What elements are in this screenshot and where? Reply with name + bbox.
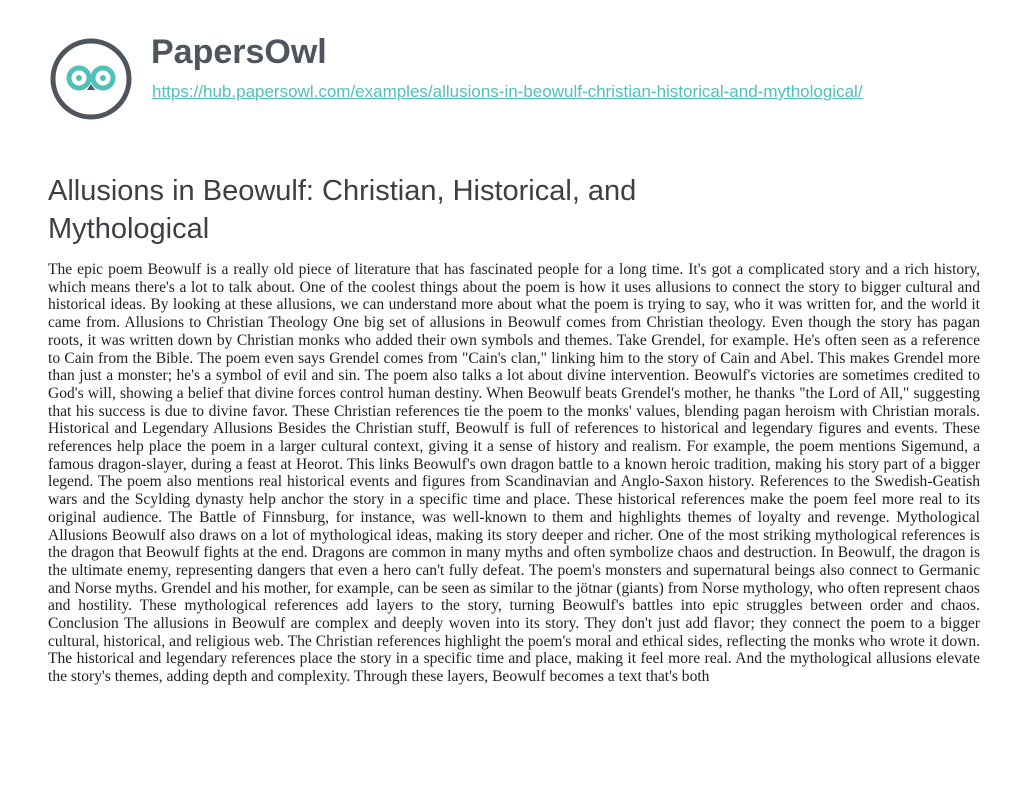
brand-name[interactable]: PapersOwl — [151, 33, 327, 71]
source-url-link[interactable]: https://hub.papersowl.com/examples/allusions-in-beowulf-christian-historical-and-mythological/ — [152, 82, 863, 101]
site-header — [48, 30, 988, 160]
page-title: Allusions in Beowulf: Christian, Historical, and Mythological — [48, 175, 637, 245]
owl-eyes-icon — [48, 36, 134, 122]
article-body: The epic poem Beowulf is a really old piece of literature that has fascinated people for a long time. It's got a complicated story and a rich history, which means there's a lot to talk about. One of the coolest things about the poem is how it uses allusions to connect the story to bigger cultural and historical ideas. By looking at these allusions, we can understand more about what the poem is trying to say, who it was written for, and the world it came from. Allusions to Christian Theology One big set of allusions in Beowulf comes from Christian theology. Even though the story has pagan roots, it was written down by Christian monks who added their own symbols and themes. Take Grendel, for example. He's often seen as a reference to Cain from the Bible. The poem even says Grendel comes from "Cain's clan," linking him to the story of Cain and Abel. This makes Grendel more than just a monster; he's a symbol of evil and sin. The poem also talks a lot about divine intervention. Beowulf's victories are sometimes credited to God's will, showing a belief that divine forces control human destiny. When Beowulf beats Grendel's mother, he thanks "the Lord of All," suggesting that his success is due to divine favor. These Christian references tie the poem to the monks' values, blending pagan heroism with Christian morals. Historical and Legendary Allusions Besides the Christian stuff, Beowulf is full of references to historical and legendary figures and events. These references help place the poem in a larger cultural context, giving it a sense of history and realism. For example, the poem mentions Sigemund, a famous dragon-slayer, during a feast at Heorot. This links Beowulf's own dragon battle to a known heroic tradition, making his story part of a bigger legend. The poem also mentions real historical events and figures from Scandinavian and Anglo-Saxon history. References to the Swedish-Geatish wars and the Scylding dynasty help anchor the story in a specific time and place. These historical references make the poem feel more real to its original audience. The Battle of Finnsburg, for instance, was well-known to them and highlights themes of loyalty and revenge. Mythological Allusions Beowulf also draws on a lot of mythological ideas, making its story deeper and richer. One of the most striking mythological references is the dragon that Beowulf fights at the end. Dragons are common in many myths and often symbolize chaos and destruction. In Beowulf, the dragon is the ultimate enemy, representing dangers that even a hero can't fully defeat. The poem's monsters and supernatural beings also connect to Germanic and Norse myths. Grendel and his mother, for example, can be seen as similar to the jötnar (giants) from Norse mythology, who often represent chaos and hostility. These mythological references add layers to the story, turning Beowulf's battles into epic struggles between order and chaos. Conclusion The allusions in Beowulf are complex and deeply woven into its story. They don't just add flavor; they connect the poem to a bigger cultural, historical, and religious web. The Christian references highlight the poem's moral and ethical sides, reflecting the monks who wrote it down. The historical and legendary references place the story in a specific time and place, making it feel more real. And the mythological allusions elevate the story's themes, adding depth and complexity. Through these layers, Beowulf becomes a text that's both — [48, 261, 980, 686]
